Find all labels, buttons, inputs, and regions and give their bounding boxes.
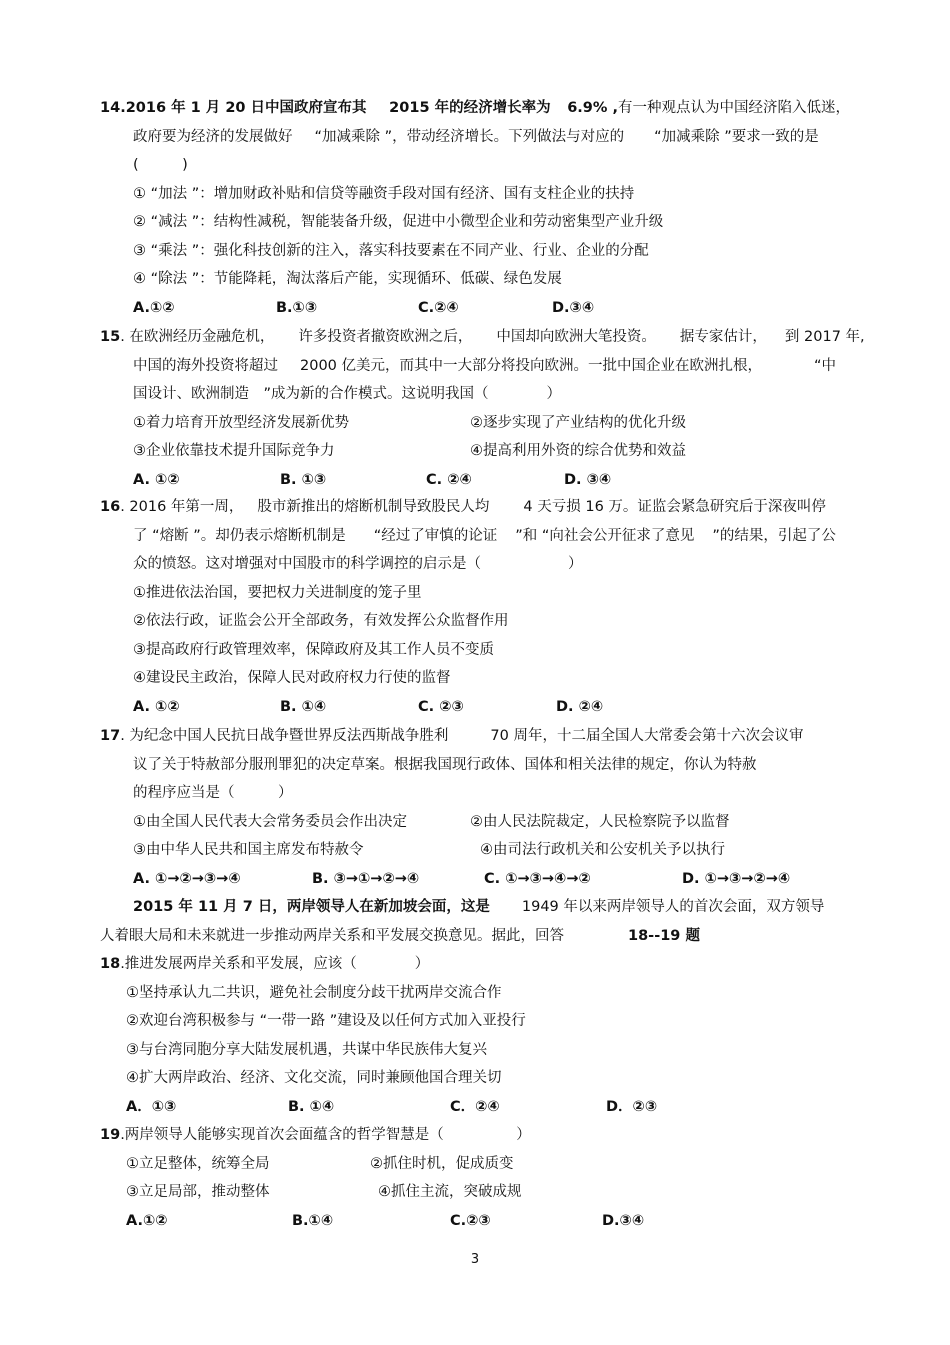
q16-line-2: 了 “熔断 ”。却仍表示熔断机制是 “经过了审慎的论证 ”和 “向社会公开征求了意见 ”的结果，引起了公 (133, 527, 836, 544)
question-19 (100, 1121, 860, 1235)
statement-3: ③立足局部，推动整体 (126, 1184, 270, 1200)
option-b: B. ①④ (288, 1098, 335, 1115)
option-d: D. ②④ (556, 698, 604, 715)
q18-line-1: 18.推进发展两岸关系和平发展，应该（ ） (100, 956, 430, 972)
statement-1: ①立足整体，统筹全局 (126, 1155, 270, 1172)
question-15 (100, 323, 865, 494)
option-a: A．①③ (126, 1098, 177, 1115)
option-a: A.①② (133, 299, 175, 316)
statement-2: ②欢迎台湾积极参与 “一带一路 ”建设及以任何方式加入亚投行 (126, 1013, 526, 1029)
option-d: D．②③ (606, 1098, 658, 1115)
statement-1: ①由全国人民代表大会常务委员会作出决定 (133, 813, 407, 830)
question-14 (100, 94, 860, 322)
statement-4: ④抓住主流，突破成规 (378, 1184, 522, 1200)
question-18 (100, 950, 860, 1121)
question-number: 18 (100, 956, 121, 972)
question-number: 17 (100, 728, 121, 744)
statement-1: ①坚持承认九二共识，避免社会制度分歧干扰两岸交流合作 (126, 984, 502, 1001)
option-d: D. ③④ (564, 471, 612, 488)
option-b: B. ①④ (280, 698, 327, 715)
option-b: B.①④ (292, 1212, 334, 1229)
statement-3: ③企业依靠技术提升国际竞争力 (133, 443, 335, 459)
q15-line-3: 国设计、欧洲制造 ”成为新的合作模式。这说明我国（ ） (133, 386, 562, 402)
statement-4: ④提高利用外资的综合优势和效益 (470, 443, 686, 459)
option-a: A. ①② (133, 698, 180, 715)
statement-3: ③与台湾同胞分享大陆发展机遇，共谋中华民族伟大复兴 (126, 1041, 487, 1058)
statement-2: ②逐步实现了产业结构的优化升级 (470, 414, 686, 431)
statement-3: ③ “乘法 ”：强化科技创新的注入，落实科技要素在不同产业、行业、企业的分配 (133, 242, 649, 259)
statement-3: ③提高政府行政管理效率，保障政府及其工作人员不变质 (133, 641, 494, 658)
question-number: 19 (100, 1127, 121, 1143)
intro-line-2: 人着眼大局和未来就进一步推动两岸关系和平发展交换意见。据此，回答 18--19 题 (100, 927, 700, 944)
q19-options (100, 1207, 860, 1236)
q17-options (100, 865, 860, 894)
q16-line-1: 16. 2016 年第一周， 股市新推出的熔断机制导致股民人均 4 天亏损 16 万。证监会紧急研究后于深夜叫停 (100, 499, 826, 515)
option-d: D.③④ (602, 1212, 645, 1229)
statement-2: ②由人民法院裁定，人民检察院予以监督 (470, 813, 730, 830)
q17-line-1: 17. 为纪念中国人民抗日战争暨世界反法西斯战争胜利 70 周年，十二届全国人大常委会第十六次会议审 (100, 728, 804, 744)
statement-row-1 (100, 1150, 860, 1179)
q19-line-1: 19.两岸领导人能够实现首次会面蕴含的哲学智慧是（ ） (100, 1127, 531, 1143)
statement-row-1 (100, 409, 860, 438)
q16-options (100, 693, 860, 722)
option-b: B.①③ (276, 299, 318, 316)
q15-line-2: 中国的海外投资将超过 2000 亿美元，而其中一大部分将投向欧洲。一批中国企业在欧洲扎根， “中 (133, 357, 837, 374)
question-17 (100, 722, 860, 893)
statement-1: ① “加法 ”：增加财政补贴和信贷等融资手段对国有经济、国有支柱企业的扶持 (133, 185, 635, 202)
option-c: C.②④ (418, 299, 459, 316)
statement-1: ①推进依法治国，要把权力关进制度的笼子里 (133, 584, 422, 601)
question-number: 14 (100, 100, 121, 116)
option-c: C．②④ (450, 1098, 500, 1115)
option-b: B. ①③ (280, 471, 327, 488)
q15-options (100, 466, 860, 495)
q17-line-2: 议了关于特赦部分服刑罪犯的决定草案。根据我国现行政体、国体和相关法律的规定，你认为特赦 (133, 756, 757, 773)
option-c: C. ②③ (418, 698, 464, 715)
option-c: C. ②④ (426, 471, 472, 488)
statement-4: ④ “除法 ”：节能降耗，淘汰落后产能，实现循环、低碳、绿色发展 (133, 271, 562, 287)
statement-4: ④建设民主政治，保障人民对政府权力行使的监督 (133, 670, 451, 686)
intro-line-1: 2015 年 11 月 7 日，两岸领导人在新加坡会面，这是 1949 年以来两岸领导人的首次会面，双方领导 (133, 899, 825, 915)
statement-2: ②依法行政，证监会公开全部政务，有效发挥公众监督作用 (133, 613, 509, 629)
statement-2: ② “减法 ”：结构性减税，智能装备升级，促进中小微型企业和劳动密集型产业升级 (133, 214, 664, 230)
statement-row-2 (100, 437, 860, 466)
answer-blank: ( ) (133, 157, 188, 173)
option-a: A.①② (126, 1212, 168, 1229)
statement-4: ④扩大两岸政治、经济、文化交流，同时兼顾他国合理关切 (126, 1070, 502, 1086)
statement-row-1 (100, 808, 860, 837)
statement-3: ③由中华人民共和国主席发布特赦令 (133, 842, 364, 858)
shared-material-18-19 (100, 893, 860, 950)
q18-options (100, 1093, 860, 1122)
option-d: D.③④ (552, 299, 595, 316)
option-c: C.②③ (450, 1212, 491, 1229)
statement-2: ②抓住时机，促成质变 (370, 1155, 514, 1172)
option-b: B. ③→①→②→④ (312, 870, 420, 887)
question-16 (100, 493, 860, 721)
q16-line-3: 众的愤怒。这对增强对中国股市的科学调控的启示是（ ） (133, 556, 583, 572)
option-a: A. ①② (133, 471, 180, 488)
statement-row-2 (100, 836, 860, 865)
q14-line-1: 14.2016 年 1 月 20 日中国政府宣布其 2015 年的经济增长率为 6.9% ,有一种观点认为中国经济陷入低迷， (100, 100, 850, 116)
q14-line-2: 政府要为经济的发展做好 “加减乘除 ”，带动经济增长。下列做法与对应的 “加减乘除 ”要求一致的是 (133, 128, 819, 145)
option-a: A. ①→②→③→④ (133, 870, 241, 887)
question-number: 16 (100, 499, 121, 515)
option-c: C. ①→③→④→② (484, 870, 591, 887)
option-d: D. ①→③→②→④ (682, 870, 791, 887)
statement-4: ④由司法行政机关和公安机关予以执行 (480, 842, 725, 858)
q15-line-1: 15. 在欧洲经历金融危机， 许多投资者撤资欧洲之后， 中国却向欧洲大笔投资。 据专家估计， 到 2017 年, (100, 329, 865, 345)
q14-options (100, 294, 860, 323)
statement-1: ①着力培育开放型经济发展新优势 (133, 414, 349, 431)
question-number: 15 (100, 329, 121, 345)
page-number: 3 (470, 1252, 480, 1267)
q17-line-3: 的程序应当是（ ） (133, 785, 293, 801)
statement-row-2 (100, 1178, 860, 1207)
